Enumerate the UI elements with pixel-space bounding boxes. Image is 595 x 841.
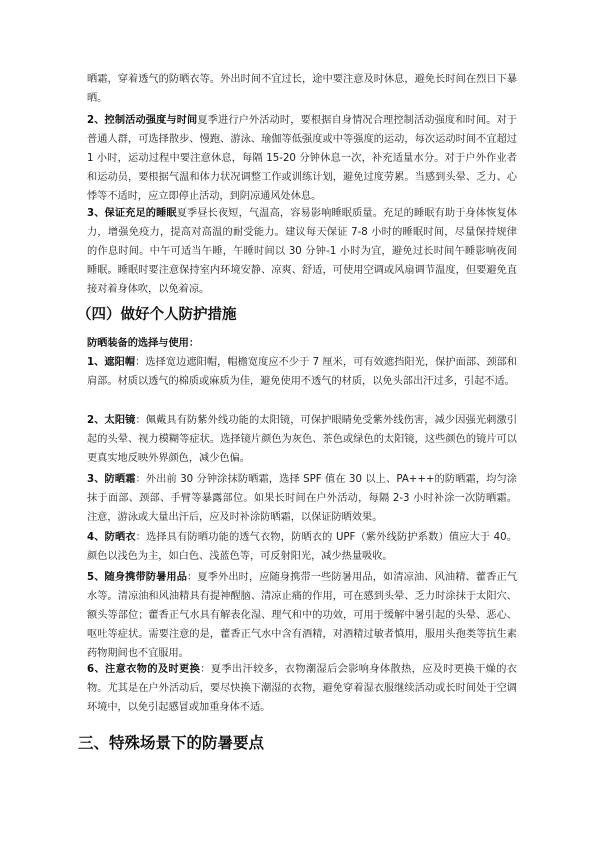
- item-label: 1、遮阳帽: [87, 357, 136, 368]
- item-label: 2、太阳镜: [87, 415, 136, 426]
- list-item-sunglasses: [87, 411, 517, 468]
- list-item-sunscreen: [87, 470, 517, 527]
- list-item-sleep: [87, 204, 517, 299]
- item-text: 夏季进行户外活动时，要根据自身情况合理控制活动强度和时间。对于普通人群，可选择散步、慢跑、游泳、瑜伽等低强度或中等强度的运动，每次运动时间不宜超过 1 小时，运动过程中要注意休息，每隔 15-20 分钟休息一次，补充适量水分。对于户外作业者和运动员，要根据气温和体力状况调整工作或训练计划，避免过度劳累。当感到头晕、乏力、心悸等不适时，应立即停止活动，到阴凉通风处休息。: [87, 115, 518, 202]
- subheading-sun-protection: 防晒装备的选择与使用：: [87, 338, 200, 349]
- item-text: ：夏季出汗较多，衣物潮湿后会影响身体散热，应及时更换干燥的衣物。尤其是在户外活动后，要尽快换下潮湿的衣物，避免穿着湿衣服继续活动或长时间处于空调环境中，以免引起感冒或加重身体不适。: [87, 664, 517, 713]
- item-label: 5、随身携带防暑用品: [87, 572, 188, 583]
- item-text: ：外出前 30 分钟涂抹防晒霜，选择 SPF 值在 30 以上、PA+++的防晒霜，均匀涂抹于面部、颈部、手臂等暴露部位。如果长时间在户外活动，每隔 2-3 小时补涂一次防晒霜。注意，游泳或大量出汗后，应及时补涂防晒霜，以保证防晒效果。: [87, 474, 517, 523]
- item-text: ：佩戴具有防紫外线功能的太阳镜，可保护眼睛免受紫外线伤害，减少因强光刺激引起的头晕、视力模糊等症状。选择镜片颜色为灰色、茶色或绿色的太阳镜，这些颜色的镜片可以更真实地反映外界颜色，减少色偏。: [87, 415, 518, 464]
- section-heading-special-scenarios: 三、特殊场景下的防暑要点: [78, 734, 265, 752]
- list-item-heat-supplies: [87, 568, 517, 663]
- continuation-paragraph: [87, 70, 517, 108]
- section-heading-personal-protection: （四）做好个人防护措施: [77, 307, 237, 323]
- list-item-sun-hat: [87, 353, 517, 391]
- list-item-sun-clothing: [87, 528, 517, 566]
- item-label: 6、注意衣物的及时更换: [87, 664, 201, 675]
- list-item-activity-control: [87, 111, 517, 206]
- item-label: 4、防晒衣: [87, 532, 136, 543]
- continuation-text: 晒霜，穿着透气的防晒衣等。外出时间不宜过长，途中要注意及时休息，避免长时间在烈日下暴晒。: [87, 74, 517, 104]
- item-text: ：选择宽边遮阳帽，帽檐宽度应不少于 7 厘米，可有效遮挡阳光，保护面部、颈部和肩部。材质以透气的棉质或麻质为佳，避免使用不透气的材质，以免头部出汗过多，引起不适。: [87, 357, 517, 387]
- item-text: ：选择具有防晒功能的透气衣物，防晒衣的 UPF（紫外线防护系数）值应大于 40。颜色以浅色为主，如白色、浅蓝色等，可反射阳光，减少热量吸收。: [87, 532, 517, 562]
- item-text: 夏季昼长夜短，气温高，容易影响睡眠质量。充足的睡眠有助于身体恢复体力，增强免疫力，提高对高温的耐受能力。建议每天保证 7-8 小时的睡眠时间，尽量保持规律的作息时间。中午可适当午睡，午睡时间以 30 分钟-1 小时为宜，避免过长时间午睡影响夜间睡眠。睡眠时要注意保持室内环境安静、凉爽、舒适，可使用空调或风扇调节温度，但要避免直接对着身体吹，以免着凉。: [87, 208, 517, 295]
- item-label: 2、控制活动强度与时间: [87, 115, 198, 126]
- item-text: ：夏季外出时，应随身携带一些防暑用品，如清凉油、风油精、藿香正气水等。清凉油和风油精具有提神醒脑、清凉止痛的作用，可在感到头晕、乏力时涂抹于太阳穴、额头等部位；藿香正气水具有解表化湿、理气和中的功效，可用于缓解中暑引起的头晕、恶心、呕吐等症状。需要注意的是，藿香正气水中含有酒精，对酒精过敏者慎用，服用头孢类等抗生素药物期间也不宜服用。: [87, 572, 518, 659]
- item-label: 3、保证充足的睡眠: [87, 208, 177, 219]
- item-label: 3、防晒霜: [87, 474, 136, 485]
- list-item-clothing-change: [87, 660, 517, 717]
